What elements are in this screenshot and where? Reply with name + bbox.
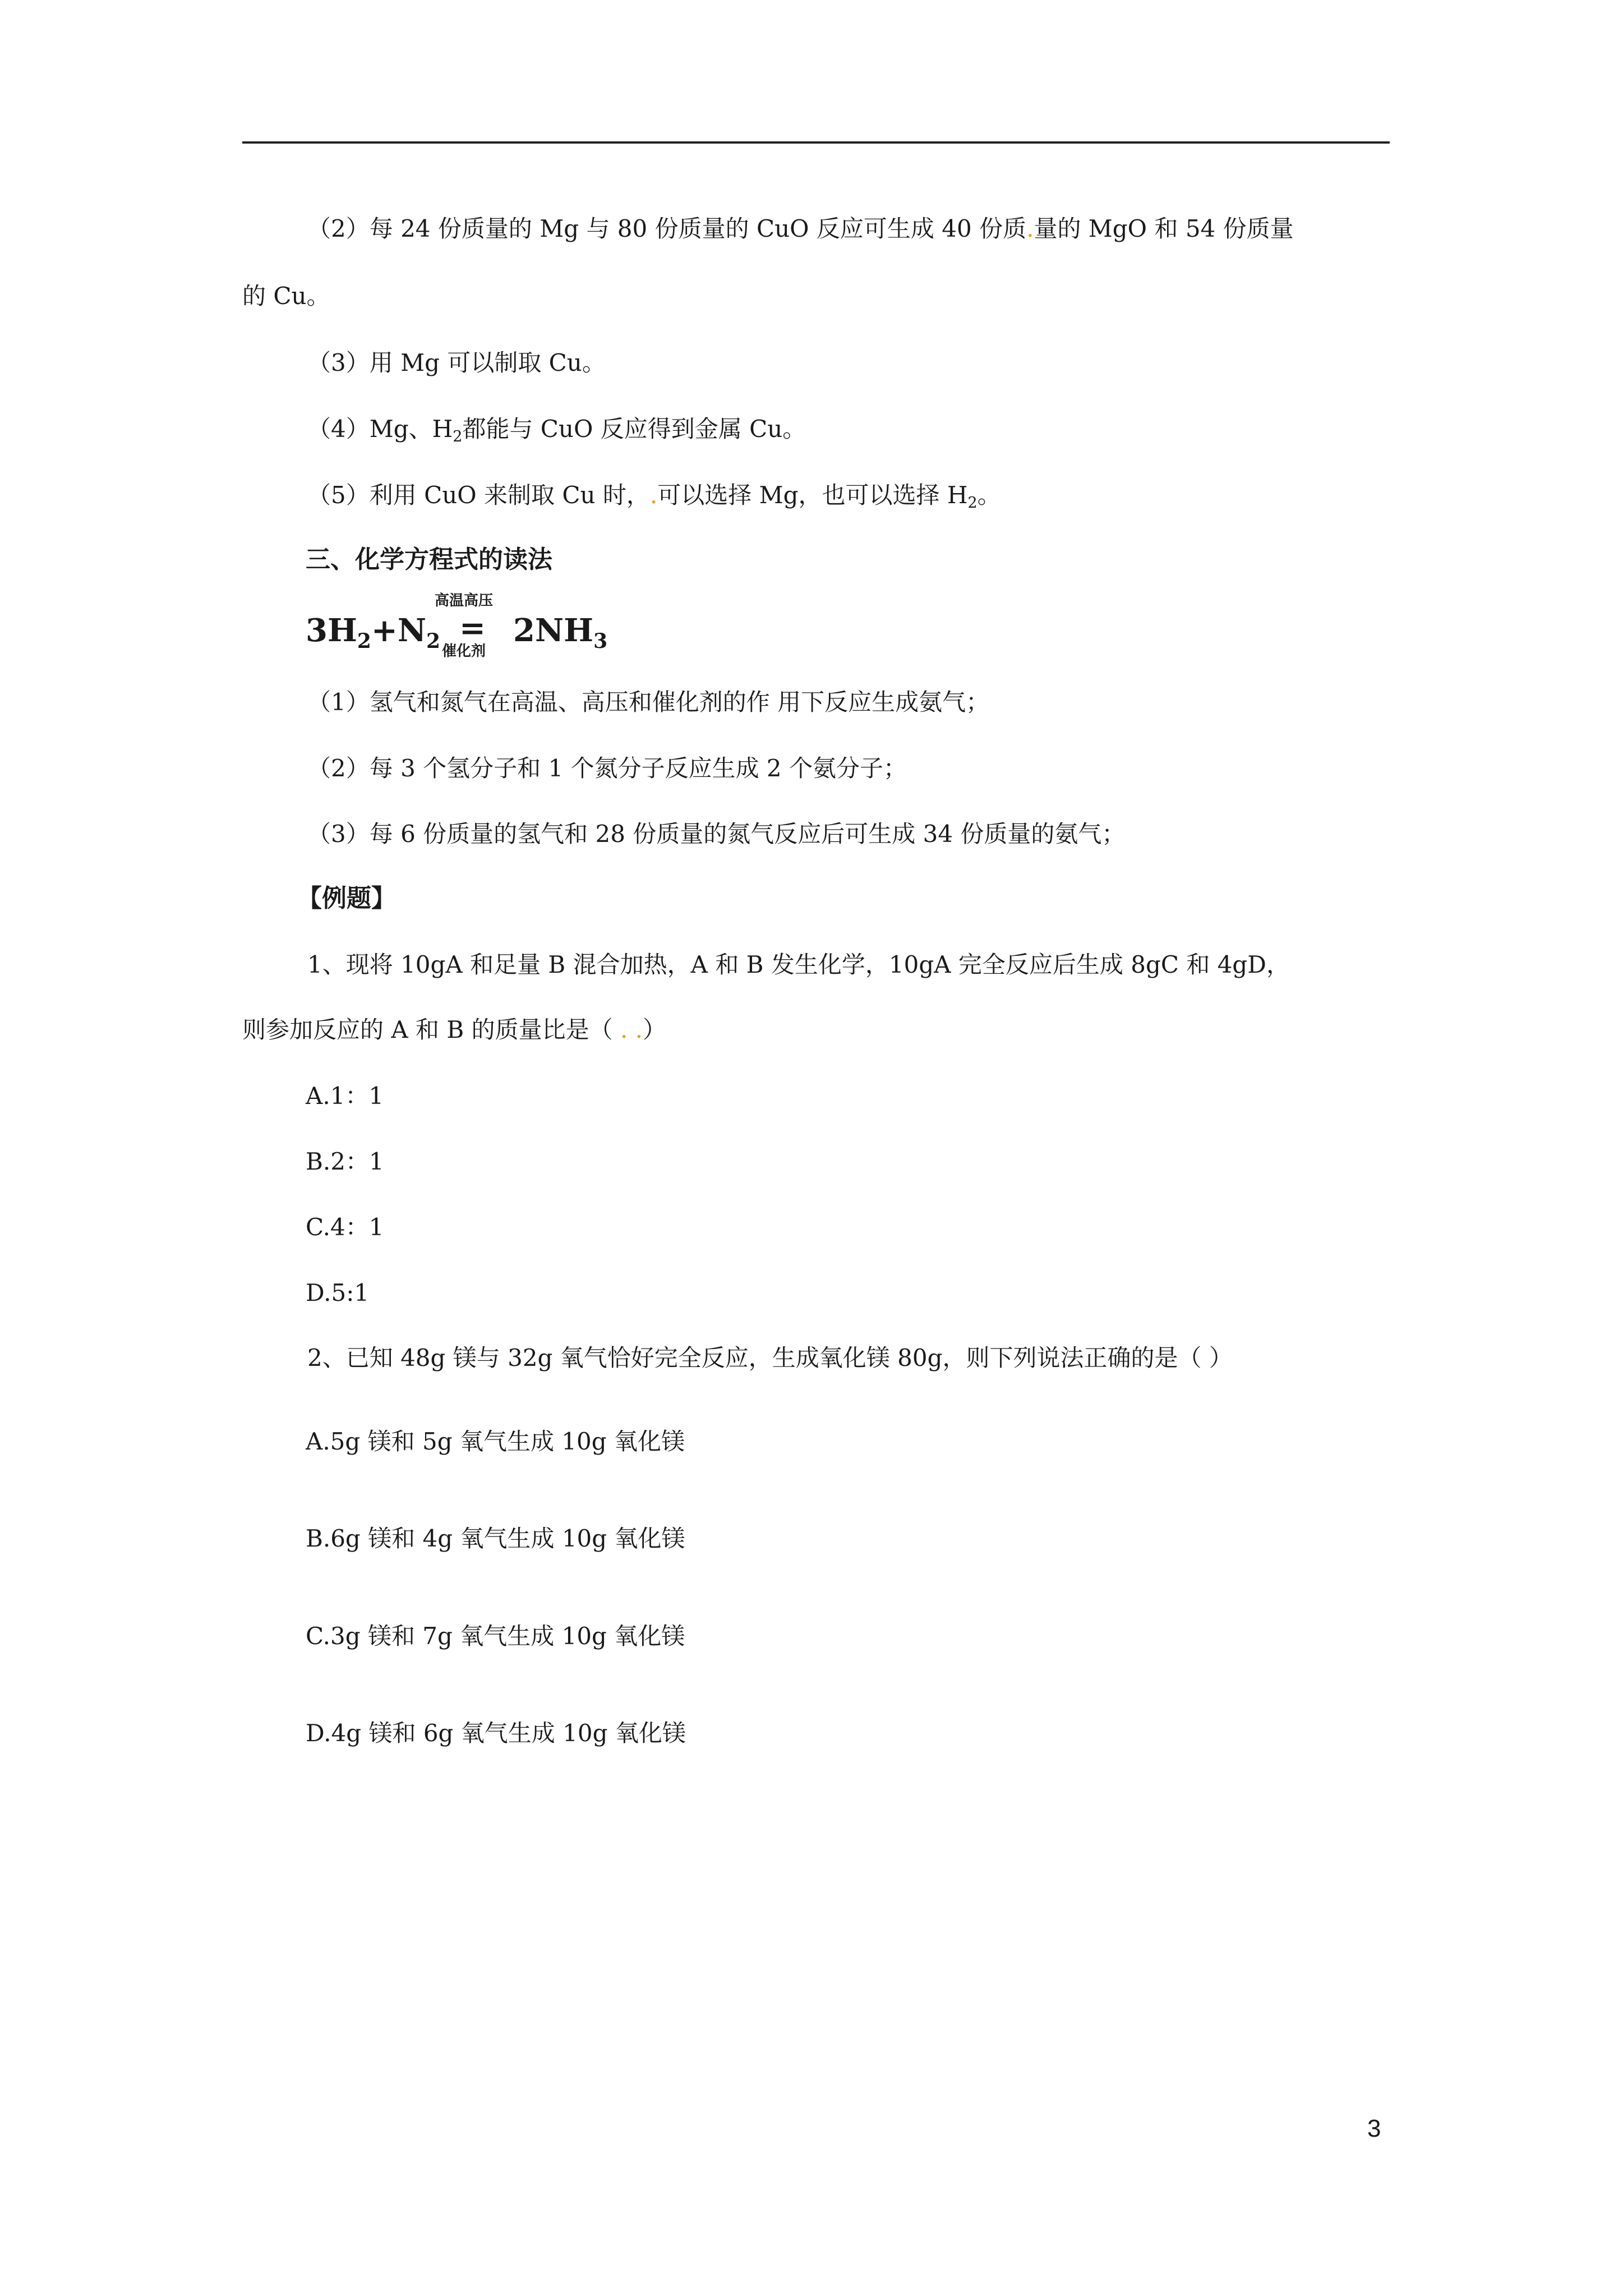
q1-line2: 则参加反应的 A 和 B 的质量比是（ . .） <box>242 1016 667 1043</box>
item4: （4）Mg、$H_2$都能与 CuO 反应得到金属 Cu。 <box>307 415 806 445</box>
reading3: （3）每 6 份质量的氢气和 28 份质量的氮气反应后可生成 34 份质量的氨气； <box>307 820 1126 848</box>
item2-line1: （2）每 24 份质量的 Mg 与 80 份质量的 CuO 反应可生成 40 份质.量的 MgO 和 54 份质量 <box>307 215 1294 242</box>
section3-heading: 三、化学方程式的读法 <box>306 545 552 574</box>
q1-option-c: C.4：1 <box>306 1213 384 1241</box>
reading1: （1）氢气和氮气在高温、高压和催化剂的作 用下反应生成氨气； <box>307 688 990 716</box>
q2-option-b: B.6g 镁和 4g 氧气生成 10g 氧化镁 <box>306 1525 685 1552</box>
q2-option-a: A.5g 镁和 5g 氧气生成 10g 氧化镁 <box>306 1428 685 1455</box>
equation-left: $3H_2+N_2$ <box>306 612 441 653</box>
q1-line1: 1、现将 10gA 和足量 B 混合加热，A 和 B 发生化学，10gA 完全反应后生成 8gC 和 4gD， <box>307 951 1290 978</box>
reading2: （2）每 3 个氢分子和 1 个氮分子反应生成 2 个氨分子； <box>307 754 907 782</box>
equation-condition-bottom: 催化剂 <box>442 643 486 660</box>
q1-option-d: D.5:1 <box>306 1279 370 1306</box>
q2-stem: 2、已知 48g 镁与 32g 氧气恰好完全反应，生成氧化镁 80g，则下列说法正确的是（ ） <box>307 1344 1233 1372</box>
examples-heading: 【例题】 <box>297 884 396 913</box>
item5: （5）利用 CuO 来制取 Cu 时，.可以选择 Mg，也可以选择 $H_2$。 <box>307 481 1001 512</box>
q1-option-b: B.2：1 <box>306 1148 384 1175</box>
item3: （3）用 Mg 可以制取 Cu。 <box>307 349 606 376</box>
equation-condition-top: 高温高压 <box>435 592 494 609</box>
q1-option-a: A.1：1 <box>306 1082 384 1110</box>
chemical-equation <box>306 583 698 660</box>
item2-line2: 的 Cu。 <box>242 282 330 310</box>
equation-equals: = <box>459 610 486 647</box>
q2-option-c: C.3g 镁和 7g 氧气生成 10g 氧化镁 <box>306 1622 685 1650</box>
equation-right: $2NH_3$ <box>513 612 608 653</box>
q2-option-d: D.4g 镁和 6g 氧气生成 10g 氧化镁 <box>306 1719 686 1747</box>
page-number: 3 <box>1367 2115 1381 2142</box>
header-rule <box>242 141 1390 144</box>
